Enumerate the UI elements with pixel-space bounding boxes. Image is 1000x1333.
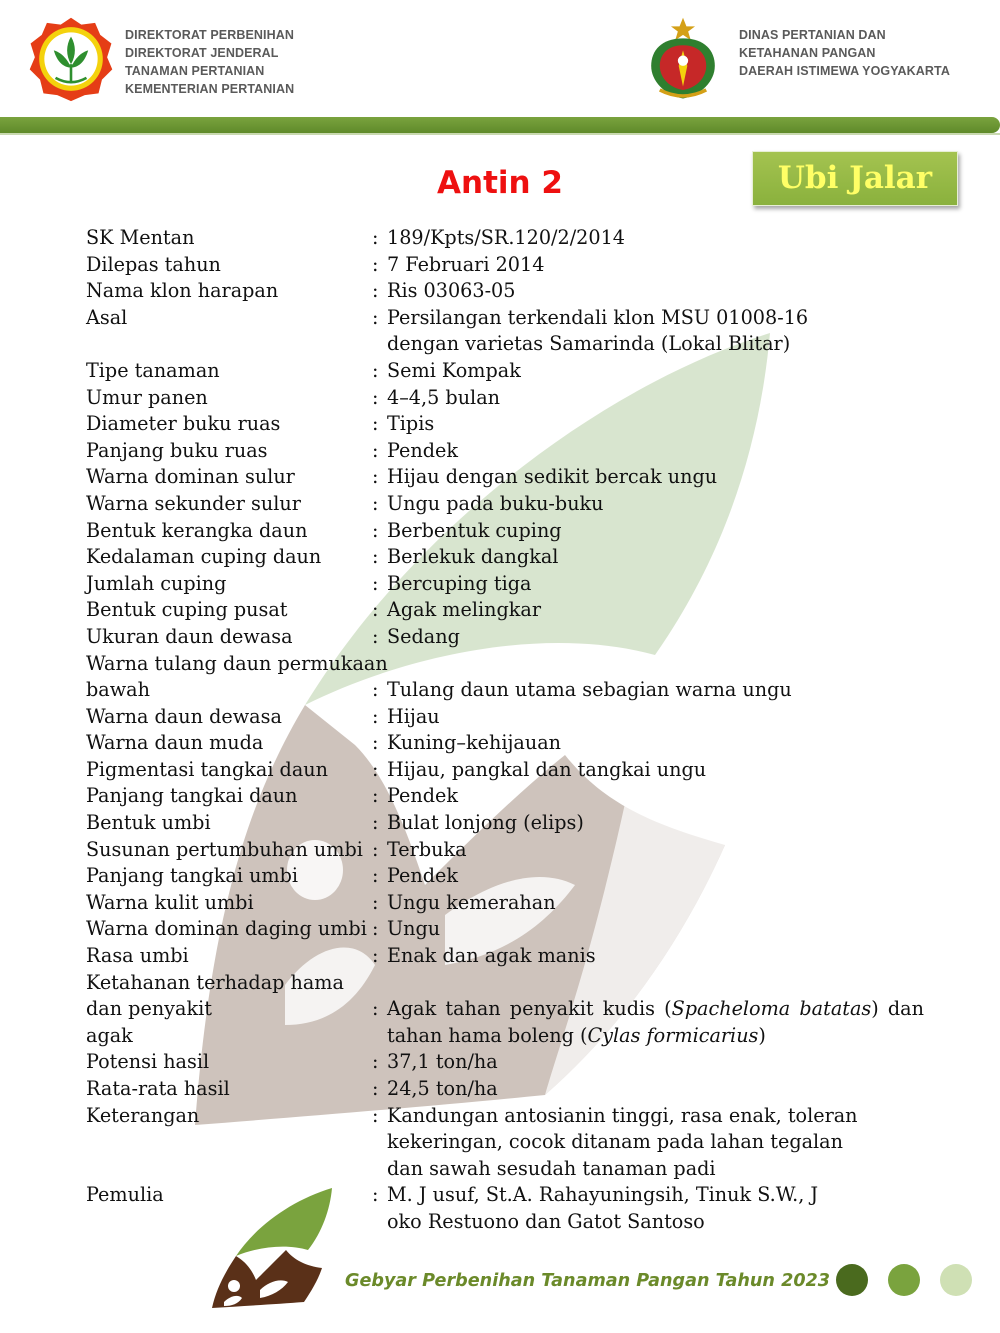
spec-value: Ungu <box>387 917 441 941</box>
spec-label: Nama klon harapan <box>86 279 279 303</box>
value-text: ) dan tahan hama boleng ( <box>387 997 924 1047</box>
spec-colon: : <box>372 784 379 808</box>
spec-colon: : <box>372 1077 379 1100</box>
spec-value: Tulang daun utama sebagian warna ungu <box>387 678 792 702</box>
spec-label <box>86 996 372 1049</box>
spec-colon: : <box>372 731 379 755</box>
spec-colon: : <box>372 624 379 648</box>
spec-row <box>86 305 926 358</box>
spec-row <box>86 597 926 624</box>
spec-label: Pemulia <box>86 1183 164 1207</box>
spec-colon: : <box>372 811 379 835</box>
spec-label: Warna dominan daging umbi <box>86 917 367 941</box>
header-left-line: DIREKTORAT JENDERAL <box>125 46 279 60</box>
spec-row <box>86 783 926 810</box>
spec-value: Kandungan antosianin tinggi, rasa enak, toleran kekeringan, cocok ditanam pada lahan tegalan dan sawah sesudah tanaman padi <box>387 1103 858 1180</box>
spec-label: Keterangan <box>86 1103 200 1127</box>
spec-value: Agak melingkar <box>387 598 542 622</box>
spec-label: Pigmentasi tangkai daun <box>86 757 328 781</box>
spec-label: Panjang tangkai daun <box>86 784 298 808</box>
spec-value: Semi Kompak <box>387 358 521 382</box>
spec-label-line: agak <box>86 1023 133 1047</box>
spec-value: Persilangan terkendali klon MSU 01008-16 dengan varietas Samarinda (Lokal Blitar) <box>387 305 809 356</box>
spec-label: Potensi hasil <box>86 1050 210 1074</box>
spec-row <box>86 1103 926 1183</box>
spec-row <box>86 624 926 651</box>
spec-label: Warna tulang daun permukaan <box>86 651 388 675</box>
spec-label: Bentuk umbi <box>86 811 211 835</box>
header-divider-line <box>0 133 1000 135</box>
footer-dot <box>836 1264 868 1296</box>
spec-value: Ris 03063-05 <box>387 279 516 303</box>
footer-event-text: Gebyar Perbenihan Tanaman Pangan Tahun 2023 <box>345 1271 831 1291</box>
spec-colon: : <box>372 571 379 595</box>
spec-label: bawah <box>86 678 150 702</box>
spec-row <box>86 916 926 943</box>
spec-colon: : <box>372 465 379 489</box>
spec-value: Berlekuk dangkal <box>387 545 559 569</box>
spec-value: Sedang <box>387 624 460 648</box>
spec-colon: : <box>372 545 379 569</box>
spec-colon: : <box>372 598 379 622</box>
spec-label: Warna sekunder sulur <box>86 491 301 515</box>
spec-row <box>86 544 926 571</box>
spec-value <box>387 996 926 1049</box>
value-text: ) <box>758 1023 766 1047</box>
spec-label: Bentuk kerangka daun <box>86 518 308 542</box>
spec-row <box>86 385 926 412</box>
spec-value: Terbuka <box>387 837 467 861</box>
spec-value: Hijau, pangkal dan tangkai ungu <box>387 757 707 781</box>
spec-label: Diameter buku ruas <box>86 412 281 436</box>
spec-label-line: dan penyakit <box>86 997 212 1021</box>
spec-colon: : <box>372 1103 379 1127</box>
header-right-line: KETAHANAN PANGAN <box>739 46 876 60</box>
spec-colon: : <box>372 358 379 382</box>
spec-row <box>86 464 926 491</box>
spec-colon: : <box>372 944 379 968</box>
spec-colon: : <box>372 837 379 861</box>
header-left-line: DIREKTORAT PERBENIHAN <box>125 28 295 42</box>
value-italic: Cylas formicarius <box>587 1023 759 1047</box>
header-right-text <box>739 26 950 80</box>
diy-emblem-icon <box>644 16 722 102</box>
spec-value: 24,5 ton/ha <box>387 1077 498 1100</box>
spec-row <box>86 996 926 1049</box>
spec-row <box>86 571 926 598</box>
spec-row <box>86 970 926 997</box>
spec-colon: : <box>372 757 379 781</box>
spec-value: Tipis <box>387 412 435 436</box>
spec-row <box>86 730 926 757</box>
spec-row <box>86 411 926 438</box>
spec-value: Kuning–kehijauan <box>387 731 562 755</box>
spec-colon: : <box>372 279 379 303</box>
spec-colon: : <box>372 864 379 888</box>
header-divider-bar <box>0 117 1000 133</box>
spec-label: Ukuran daun dewasa <box>86 624 293 648</box>
header-left-line: TANAMAN PERTANIAN <box>125 64 265 78</box>
header-right-line: DINAS PERTANIAN DAN <box>739 28 886 42</box>
spec-row <box>86 252 926 279</box>
spec-colon: : <box>372 226 379 249</box>
spec-value: Bulat lonjong (elips) <box>387 811 584 835</box>
spec-colon: : <box>372 890 379 914</box>
page-title: Antin 2 <box>437 165 563 201</box>
spec-value: 189/Kpts/SR.120/2/2014 <box>387 226 626 249</box>
spec-label: Jumlah cuping <box>86 571 227 595</box>
header-left-text <box>125 26 294 98</box>
spec-label: Rasa umbi <box>86 944 189 968</box>
spec-row <box>86 677 926 704</box>
spec-colon: : <box>372 1050 379 1074</box>
spec-value: Pendek <box>387 864 459 888</box>
spec-colon: : <box>372 1183 379 1207</box>
spec-row <box>86 1076 926 1103</box>
spec-row <box>86 810 926 837</box>
spec-label: Panjang buku ruas <box>86 438 268 462</box>
spec-label: Asal <box>86 305 128 329</box>
spec-row <box>86 518 926 545</box>
spec-label: Dilepas tahun <box>86 252 221 276</box>
spec-value: 4–4,5 bulan <box>387 385 500 409</box>
spec-row <box>86 358 926 385</box>
spec-row <box>86 438 926 465</box>
spec-value: Hijau <box>387 704 440 728</box>
leaf-logo-icon <box>208 1186 336 1310</box>
value-italic: Spacheloma batatas <box>671 997 872 1021</box>
spec-label: Warna daun dewasa <box>86 704 282 728</box>
spec-label: SK Mentan <box>86 226 195 249</box>
spec-value: Pendek <box>387 784 459 808</box>
spec-colon: : <box>372 518 379 542</box>
spec-label: Tipe tanaman <box>86 358 220 382</box>
spec-row <box>86 943 926 970</box>
spec-row <box>86 890 926 917</box>
variety-spec-list <box>86 225 926 1236</box>
spec-value: Ungu kemerahan <box>387 890 556 914</box>
spec-label: Panjang tangkai umbi <box>86 864 299 888</box>
spec-label: Warna dominan sulur <box>86 465 295 489</box>
footer-dot <box>888 1264 920 1296</box>
header-right-line: DAERAH ISTIMEWA YOGYAKARTA <box>739 64 950 78</box>
spec-label: Kedalaman cuping daun <box>86 545 322 569</box>
spec-value: Enak dan agak manis <box>387 944 596 968</box>
spec-value: Ungu pada buku-buku <box>387 491 604 515</box>
spec-label: Susunan pertumbuhan umbi <box>86 837 363 861</box>
spec-colon: : <box>372 678 379 702</box>
spec-value: M. J usuf, St.A. Rahayuningsih, Tinuk S.W., J oko Restuono dan Gatot Santoso <box>387 1183 819 1233</box>
spec-row <box>86 651 926 678</box>
spec-colon: : <box>372 917 379 941</box>
spec-value: 7 Februari 2014 <box>387 252 545 276</box>
spec-label: Warna kulit umbi <box>86 890 254 914</box>
spec-colon: : <box>372 252 379 276</box>
spec-colon: : <box>372 438 379 462</box>
spec-value: Hijau dengan sedikit bercak ungu <box>387 465 718 489</box>
spec-row <box>86 863 926 890</box>
spec-label: Ketahanan terhadap hama <box>86 970 344 994</box>
spec-value: Pendek <box>387 438 459 462</box>
spec-value: Bercuping tiga <box>387 571 532 595</box>
spec-label: Umur panen <box>86 385 208 409</box>
spec-colon: : <box>372 491 379 515</box>
spec-label: Warna daun muda <box>86 731 264 755</box>
footer-dot <box>940 1264 972 1296</box>
spec-value: Berbentuk cuping <box>387 518 562 542</box>
spec-row <box>86 1049 926 1076</box>
spec-row <box>86 491 926 518</box>
spec-row <box>86 278 926 305</box>
spec-row <box>86 225 926 252</box>
spec-value: 37,1 ton/ha <box>387 1050 498 1074</box>
header-left-line: KEMENTERIAN PERTANIAN <box>125 82 295 96</box>
spec-label: Bentuk cuping pusat <box>86 598 288 622</box>
spec-row <box>86 757 926 784</box>
value-text: Agak tahan penyakit kudis ( <box>387 997 672 1021</box>
spec-row <box>86 704 926 731</box>
spec-colon: : <box>372 997 379 1021</box>
kementan-logo-icon <box>28 16 114 102</box>
spec-colon: : <box>372 412 379 436</box>
spec-colon: : <box>372 305 379 329</box>
category-tag: Ubi Jalar <box>752 151 958 206</box>
spec-colon: : <box>372 704 379 728</box>
spec-colon: : <box>372 385 379 409</box>
spec-label: Rata-rata hasil <box>86 1077 230 1100</box>
spec-row <box>86 837 926 864</box>
